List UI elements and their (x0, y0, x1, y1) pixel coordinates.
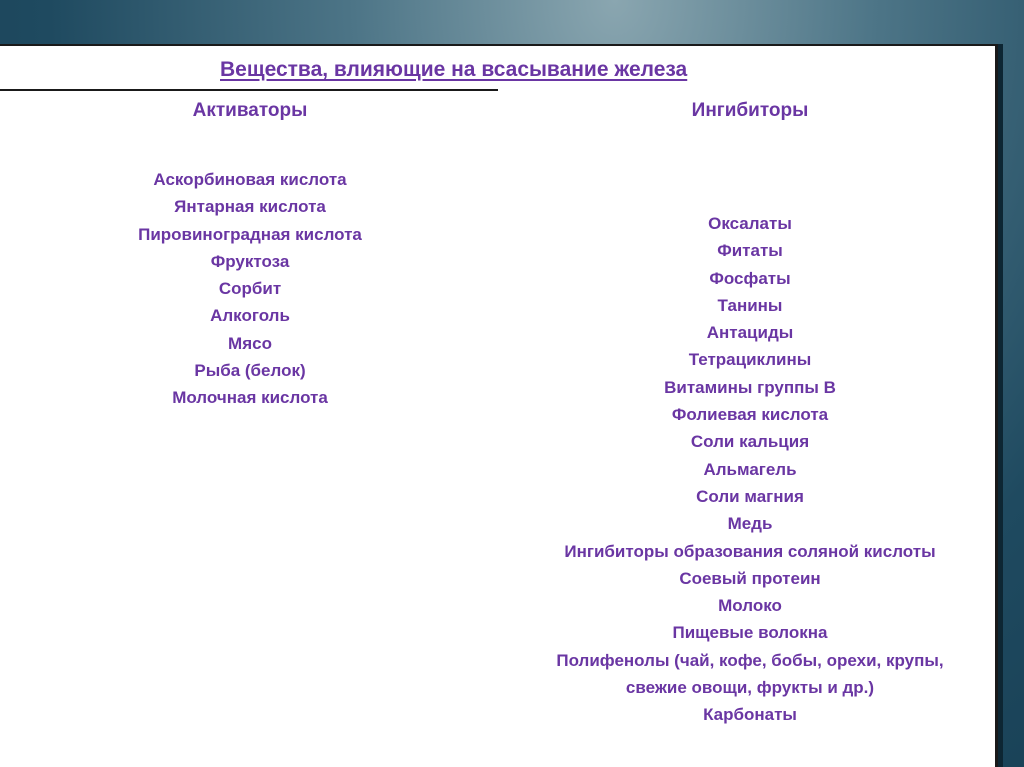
list-item: Альмагель (703, 459, 797, 479)
title-divider (0, 89, 498, 91)
list-item: Фосфаты (709, 268, 791, 288)
list-item: Мясо (228, 333, 272, 353)
list-item: свежие овощи, фрукты и др.) (625, 678, 875, 698)
list-item: Фитаты (717, 241, 783, 261)
slide-title: Вещества, влияющие на всасывание железа (220, 58, 688, 81)
list-item: Соли кальция (690, 432, 810, 452)
inhibitors-list (500, 210, 1000, 729)
list-item: Молоко (718, 596, 782, 616)
list-item: Алкоголь (210, 306, 290, 326)
list-item: Янтарная кислота (174, 197, 326, 217)
inhibitors-heading: Ингибиторы (691, 100, 809, 121)
list-item: Полифенолы (чай, кофе, бобы, орехи, крупы, (556, 650, 944, 670)
list-item: Тетрациклины (688, 350, 812, 370)
list-item: Рыба (белок) (194, 361, 306, 381)
list-item: Аскорбиновая кислота (153, 170, 347, 189)
list-item: Медь (727, 514, 773, 534)
list-item: Карбонаты (703, 705, 797, 725)
list-item: Пировиноградная кислота (138, 224, 362, 244)
list-item: Пищевые волокна (672, 623, 828, 643)
list-item: Фолиевая кислота (671, 405, 829, 425)
activators-list (80, 166, 420, 412)
list-item: Витамины группы В (664, 377, 836, 397)
list-item: Сорбит (218, 279, 282, 299)
list-item: Соли магния (696, 486, 804, 506)
activators-heading: Активаторы (192, 100, 308, 121)
list-item: Танины (717, 295, 783, 315)
list-item: Молочная кислота (172, 388, 328, 408)
list-item: Фруктоза (210, 251, 290, 271)
list-item: Оксалаты (708, 214, 792, 233)
list-item: Ингибиторы образования соляной кислоты (564, 541, 936, 561)
list-item: Соевый протеин (679, 568, 821, 588)
slide (0, 44, 998, 767)
list-item: Антациды (706, 323, 794, 343)
